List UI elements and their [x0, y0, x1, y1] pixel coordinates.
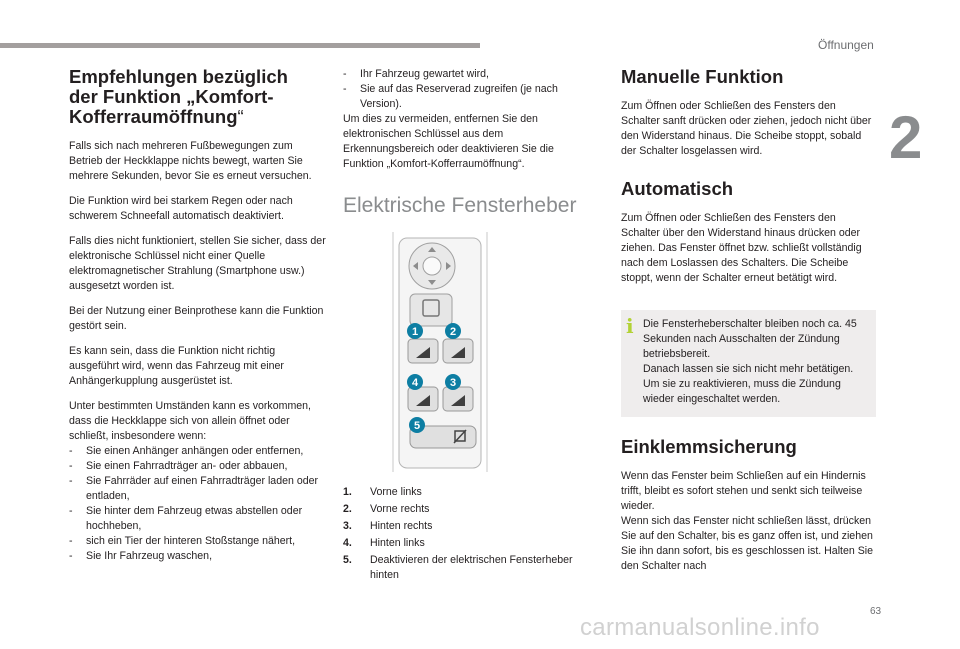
heading-komfort	[69, 67, 327, 127]
item-text: Deaktivieren der elektrischen Fensterheber hinten	[370, 554, 573, 581]
info-icon: i	[626, 314, 634, 338]
item-number: 3.	[343, 520, 352, 532]
item-number: 4.	[343, 537, 352, 549]
paragraph: Die Funktion wird bei starkem Regen oder nach schwerem Schneefall automatisch deaktiviert.	[69, 195, 293, 222]
list-item-text: sich ein Tier der hinteren Stoßstange nähert,	[86, 535, 296, 547]
page-number: 63	[870, 606, 882, 617]
list-item	[69, 549, 327, 564]
paragraph: Zum Öffnen oder Schließen des Fensters den Schalter über den Widerstand hinaus drücken oder ziehen. Das Fenster öffnet bzw. schließt vollständig nach dem Loslassen des Schalters. Die Scheibe stoppt, wenn der Schalter erneut betätigt wird.	[621, 212, 862, 284]
section-name: Öffnungen	[818, 38, 874, 52]
paragraph: Zum Öffnen oder Schließen des Fensters den Schalter sanft drücken oder ziehen, jedoch nicht über den Widerstand hinaus. Die Scheibe stoppt, sobald der Schalter losgelassen wird.	[621, 100, 872, 157]
paragraph: Bei der Nutzung einer Beinprothese kann die Funktion gestört sein.	[69, 305, 324, 332]
badge-5: 5	[413, 420, 421, 432]
item-text: Hinten links	[370, 537, 425, 549]
watermark: carmanualsonline.info	[580, 614, 820, 641]
header-bar	[0, 43, 480, 48]
bullet-dash: -	[69, 550, 73, 562]
item-text: Vorne links	[370, 486, 422, 498]
list-item-text: Sie einen Anhänger anhängen oder entfernen,	[86, 445, 304, 457]
heading-manuelle-funktion: Manuelle Funktion	[621, 66, 784, 87]
bullet-dash: -	[69, 460, 73, 472]
list-item-text: Sie Ihr Fahrzeug waschen,	[86, 550, 213, 562]
list-item-text: Ihr Fahrzeug gewartet wird,	[360, 68, 489, 80]
list-item	[69, 444, 327, 459]
paragraph: Unter bestimmten Umständen kann es vorkommen, dass die Heckklappe sich von allein öffnet oder schließt, insbesondere wenn:	[69, 400, 311, 442]
list-item-text: Sie hinter dem Fahrzeug etwas abstellen oder hochheben,	[86, 505, 303, 532]
bullet-dash: -	[69, 475, 73, 487]
column-middle	[343, 67, 591, 585]
bullet-dash: -	[69, 505, 73, 517]
list-item	[343, 82, 591, 112]
paragraph: Falls dies nicht funktioniert, stellen Sie sicher, dass der elektronische Schlüssel nicht einer Quelle elektromagnetischer Strahlung (Smartphone usw.) ausgesetzt worden ist.	[69, 235, 326, 292]
item-number: 5.	[343, 554, 352, 566]
list-item	[343, 519, 591, 534]
heading-line: Kofferraumöffnung	[69, 106, 238, 127]
list-item-text: Sie Fahrräder auf einen Fahrradträger laden oder entladen,	[86, 475, 319, 502]
bullet-dash: -	[343, 68, 347, 80]
bullet-dash: -	[69, 445, 73, 457]
heading-line: der Funktion „Komfort-	[69, 86, 274, 107]
column-left	[69, 67, 327, 564]
window-switch-panel-illustration	[390, 232, 490, 472]
chapter-number: 2	[889, 104, 923, 171]
item-number: 2.	[343, 503, 352, 515]
heading-line: Empfehlungen bezüglich	[69, 66, 288, 87]
bullet-dash: -	[343, 83, 347, 95]
list-item	[69, 459, 327, 474]
item-text: Vorne rechts	[370, 503, 430, 515]
paragraph: Es kann sein, dass die Funktion nicht richtig ausgeführt wird, wenn das Fahrzeug mit einer Anhängerkupplung ausgerüstet ist.	[69, 345, 284, 387]
list-item	[69, 534, 327, 549]
window-switch-panel-svg	[390, 232, 490, 472]
badge-1: 1	[411, 326, 419, 338]
heading-quote: “	[237, 106, 244, 127]
list-item	[343, 536, 591, 551]
badge-2: 2	[449, 326, 457, 338]
list-item	[69, 504, 327, 534]
list-item	[343, 553, 591, 583]
heading-automatisch: Automatisch	[621, 178, 734, 199]
info-text: Danach lassen sie sich nicht mehr betätigen. Um sie zu reaktivieren, muss die Zündung wieder eingeschaltet werden.	[643, 363, 854, 405]
info-text: Die Fensterheberschalter bleiben noch ca. 45 Sekunden nach Ausschalten der Zündung betriebsbereit.	[643, 318, 857, 360]
column-right	[621, 67, 876, 574]
list-item	[343, 502, 591, 517]
list-item-text: Sie einen Fahrradträger an- oder abbauen,	[86, 460, 288, 472]
list-item	[343, 485, 591, 500]
info-box	[621, 310, 876, 417]
paragraph: Wenn sich das Fenster nicht schließen lässt, drücken Sie auf den Schalter, bis es ganz offen ist, und ziehen Sie ihn dann sofort, bis es geschlossen ist. Halten Sie den Schalter nach	[621, 515, 874, 572]
list-item-text: Sie auf das Reserverad zugreifen (je nach Version).	[360, 83, 558, 110]
list-item	[69, 474, 327, 504]
item-text: Hinten rechts	[370, 520, 433, 532]
paragraph: Wenn das Fenster beim Schließen auf ein Hindernis trifft, bleibt es sofort stehen und senkt sich teilweise wieder.	[621, 470, 866, 512]
paragraph: Um dies zu vermeiden, entfernen Sie den elektronischen Schlüssel aus dem Erkennungsbereich oder deaktivieren Sie die Funktion „Komfort-Kofferraumöffnung“.	[343, 113, 554, 170]
badge-4: 4	[411, 377, 419, 389]
paragraph: Falls sich nach mehreren Fußbewegungen zum Betrieb der Heckklappe nichts bewegt, warten Sie mehrere Sekunden, bevor Sie es erneut versuchen.	[69, 140, 312, 182]
item-number: 1.	[343, 486, 352, 498]
heading-einklemmsicherung: Einklemmsicherung	[621, 436, 797, 457]
heading-fensterheber: Elektrische Fensterheber	[343, 194, 577, 217]
list-item	[343, 67, 591, 82]
bullet-dash: -	[69, 535, 73, 547]
numbered-legend	[343, 485, 591, 583]
badge-3: 3	[449, 377, 457, 389]
